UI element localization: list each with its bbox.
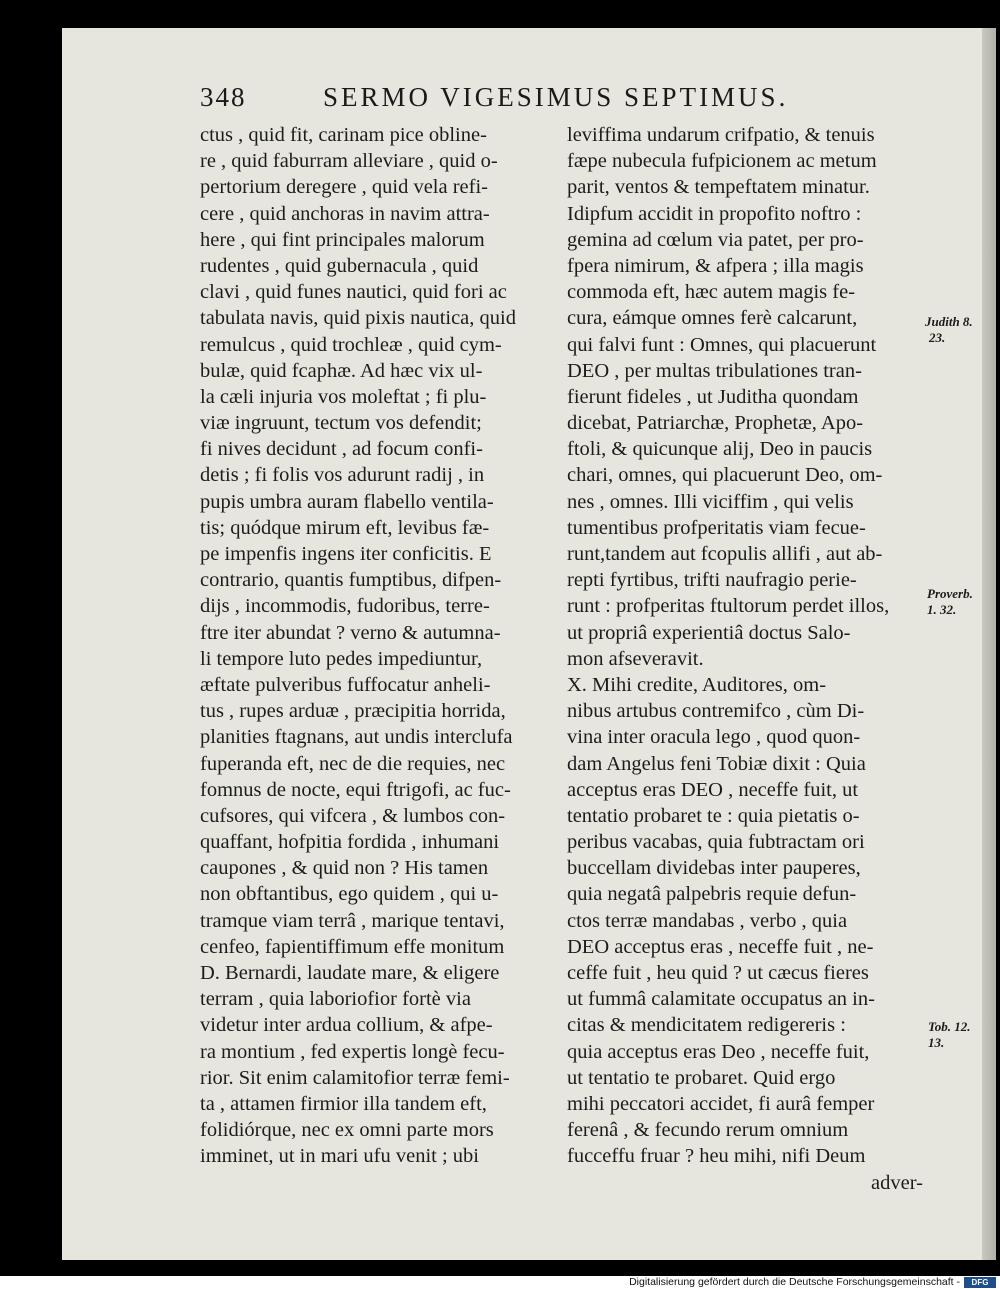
text-line: non obftantibus, ego quidem , qui u- xyxy=(200,883,499,906)
margin-note-ref: Judith 8. xyxy=(925,314,973,329)
footer-credit-text: Digitalisierung gefördert durch die Deutsche Forschungsgemeinschaft - xyxy=(629,1276,960,1288)
text-line: pertorium deregere , quid vela refi- xyxy=(200,176,489,199)
text-line: ferenâ , & fecundo rerum omnium xyxy=(567,1119,849,1142)
digitization-footer xyxy=(0,1276,1000,1289)
text-line: fpera nimirum, & afpera ; illa magis xyxy=(567,254,864,277)
text-line: X. Mihi credite, Auditores, om- xyxy=(567,673,827,696)
text-line: vina inter oracula lego , quod quon- xyxy=(567,726,861,749)
margin-note-proverbs xyxy=(927,586,973,618)
text-line: quia acceptus eras Deo , neceffe fuit, xyxy=(567,1040,870,1063)
text-line: ftre iter abundat ? verno & autumna- xyxy=(200,621,501,644)
text-line: dijs , incommodis, fudoribus, terre- xyxy=(200,595,490,618)
text-line: fierunt fideles , ut Juditha quondam xyxy=(567,385,859,408)
text-line: tabulata navis, quid pixis nautica, quid xyxy=(200,307,516,330)
text-line: tus , rupes arduæ , præcipitia horrida, xyxy=(200,700,506,723)
text-line: chari, omnes, qui placuerunt Deo, om- xyxy=(567,464,883,487)
text-line: la cæli injuria vos moleftat ; fi plu- xyxy=(200,385,487,408)
text-line: buccellam dividebas inter pauperes, xyxy=(567,857,861,880)
text-line: adver- xyxy=(871,1171,923,1194)
text-line: dicebat, Patriarchæ, Prophetæ, Apo- xyxy=(567,412,864,435)
text-line: ut propriâ experientiâ doctus Salo- xyxy=(567,621,851,644)
text-line: peribus vacabas, quia fubtractam ori xyxy=(567,831,865,854)
text-line: pupis umbra auram flabello ventila- xyxy=(200,490,494,513)
text-line: parit, ventos & tempeftatem minatur. xyxy=(567,176,870,199)
text-line: dam Angelus feni Tobiæ dixit : Quia xyxy=(567,752,866,775)
text-line: acceptus eras DEO , neceffe fuit, ut xyxy=(567,778,859,801)
text-line: fomnus de nocte, equi ftrigofi, ac fuc- xyxy=(200,778,511,801)
margin-note-ref-line2: 1. 32. xyxy=(927,602,957,617)
text-line: cura, eámque omnes ferè calcarunt, xyxy=(567,307,858,330)
text-line: quaffant, hofpitia fordida , inhumani xyxy=(200,831,500,854)
text-line: ceffe fuit , heu quid ? ut cæcus fieres xyxy=(567,962,869,984)
text-line: contrario, quantis fumptibus, difpen- xyxy=(200,569,502,592)
text-line: repti fyrtibus, trifti naufragio perie- xyxy=(567,569,857,592)
text-line: rudentes , quid gubernacula , quid xyxy=(200,254,479,277)
text-line: imminet, ut in mari ufu venit ; ubi xyxy=(200,1145,479,1168)
text-line: ctos terræ mandabas , verbo , quia xyxy=(567,909,848,932)
text-line: nibus artubus contremifco , cùm Di- xyxy=(567,700,865,723)
text-line: fæpe nubecula fufpicionem ac metum xyxy=(567,150,877,173)
page-edge xyxy=(982,28,996,1260)
text-line: leviffima undarum crifpatio, & tenuis xyxy=(567,124,875,146)
text-line: gemina ad cœlum via patet, per pro- xyxy=(567,228,864,251)
margin-note-ref-line2: 23. xyxy=(929,330,946,345)
margin-note-ref: Tob. 12. xyxy=(928,1019,971,1034)
text-line: cere , quid anchoras in navim attra- xyxy=(200,202,490,225)
text-line: videtur inter ardua collium, & afpe- xyxy=(200,1014,493,1037)
text-line: DEO acceptus eras , neceffe fuit , ne- xyxy=(567,935,874,958)
text-line: fi nives decidunt , ad focum confi- xyxy=(200,438,483,461)
text-line: nes , omnes. Illi viciffim , qui velis xyxy=(567,490,854,513)
text-line: fucceffu fruar ? heu mihi, nifi Deum xyxy=(567,1145,866,1168)
text-line: here , qui fint principales malorum xyxy=(200,228,485,251)
text-line: quia negatâ palpebris requie defun- xyxy=(567,883,857,906)
text-line: clavi , quid funes nautici, quid fori ac xyxy=(200,281,507,304)
text-line: Idipfum accidit in propofito noftro : xyxy=(567,202,862,225)
text-line: tramque viam terrâ , marique tentavi, xyxy=(200,909,505,932)
margin-note-ref: Proverb. xyxy=(927,586,973,601)
margin-note-judith xyxy=(925,314,973,346)
text-line: caupones , & quid non ? His tamen xyxy=(200,857,489,880)
text-line: runt,tandem aut fcopulis allifi , aut ab- xyxy=(567,543,883,565)
text-line: commoda eft, hæc autem magis fe- xyxy=(567,281,856,304)
text-line: re , quid faburram alleviare , quid o- xyxy=(200,150,498,173)
text-line: fuperanda eft, nec de die requies, nec xyxy=(200,752,506,775)
text-line: D. Bernardi, laudate mare, & eligere xyxy=(200,962,500,984)
text-line: citas & mendicitatem redigereris : xyxy=(567,1014,846,1037)
running-header xyxy=(200,82,800,122)
right-text-column xyxy=(567,122,923,1196)
text-line: tentatio probaret te : quia pietatis o- xyxy=(567,804,860,827)
margin-note-ref-line2: 13. xyxy=(928,1035,945,1050)
text-line: mihi peccatori accidet, fi aurâ femper xyxy=(567,1092,875,1115)
text-line: ctus , quid fit, carinam pice obline- xyxy=(200,124,487,146)
text-line: terram , quia laboriofior fortè via xyxy=(200,988,471,1011)
text-line: folidiórque, nec ex omni parte mors xyxy=(200,1119,494,1142)
text-line: tis; quódque mirum eft, levibus fæ- xyxy=(200,516,490,539)
text-line: tumentibus profperitatis viam fecue- xyxy=(567,516,866,539)
text-line: planities ftagnans, aut undis interclufa xyxy=(200,726,513,749)
margin-note-tobit xyxy=(928,1019,971,1051)
text-line: pe impenfis ingens iter conficitis. E xyxy=(200,543,492,565)
text-line: mon afseveravit. xyxy=(567,647,704,670)
page-number: 348 xyxy=(200,82,247,112)
text-line: runt : profperitas ftultorum perdet illos, xyxy=(567,595,890,618)
running-title: SERMO VIGESIMUS SEPTIMUS. xyxy=(323,82,789,112)
text-line: cenfeo, fapientiffimum effe monitum xyxy=(200,935,505,958)
text-line: detis ; fi folis vos adurunt radij , in xyxy=(200,464,485,487)
text-line: remulcus , quid trochleæ , quid cym- xyxy=(200,333,502,356)
text-line: DEO , per multas tribulationes tran- xyxy=(567,359,862,382)
text-line: rior. Sit enim calamitofior terræ femi- xyxy=(200,1066,510,1089)
text-line: li tempore luto pedes impediuntur, xyxy=(200,647,483,670)
text-line: ftoli, & quicunque alij, Deo in paucis xyxy=(567,438,873,461)
text-line: æftate pulveribus fuffocatur anheli- xyxy=(200,673,491,696)
text-line: ta , attamen firmior illa tandem eft, xyxy=(200,1092,487,1115)
text-line: ut tentatio te probaret. Quid ergo xyxy=(567,1066,836,1089)
text-line: cufsores, qui vifcera , & lumbos con- xyxy=(200,804,506,827)
left-text-column xyxy=(200,122,534,1170)
dfg-logo: DFG xyxy=(964,1277,996,1288)
text-line: bulæ, quid fcaphæ. Ad hæc vix ul- xyxy=(200,359,483,382)
text-line: viæ ingruunt, tectum vos defendit; xyxy=(200,412,482,435)
text-line: qui falvi funt : Omnes, qui placuerunt xyxy=(567,333,877,356)
text-line: ut fummâ calamitate occupatus an in- xyxy=(567,988,875,1011)
text-line: ra montium , fed expertis longè fecu- xyxy=(200,1040,505,1063)
